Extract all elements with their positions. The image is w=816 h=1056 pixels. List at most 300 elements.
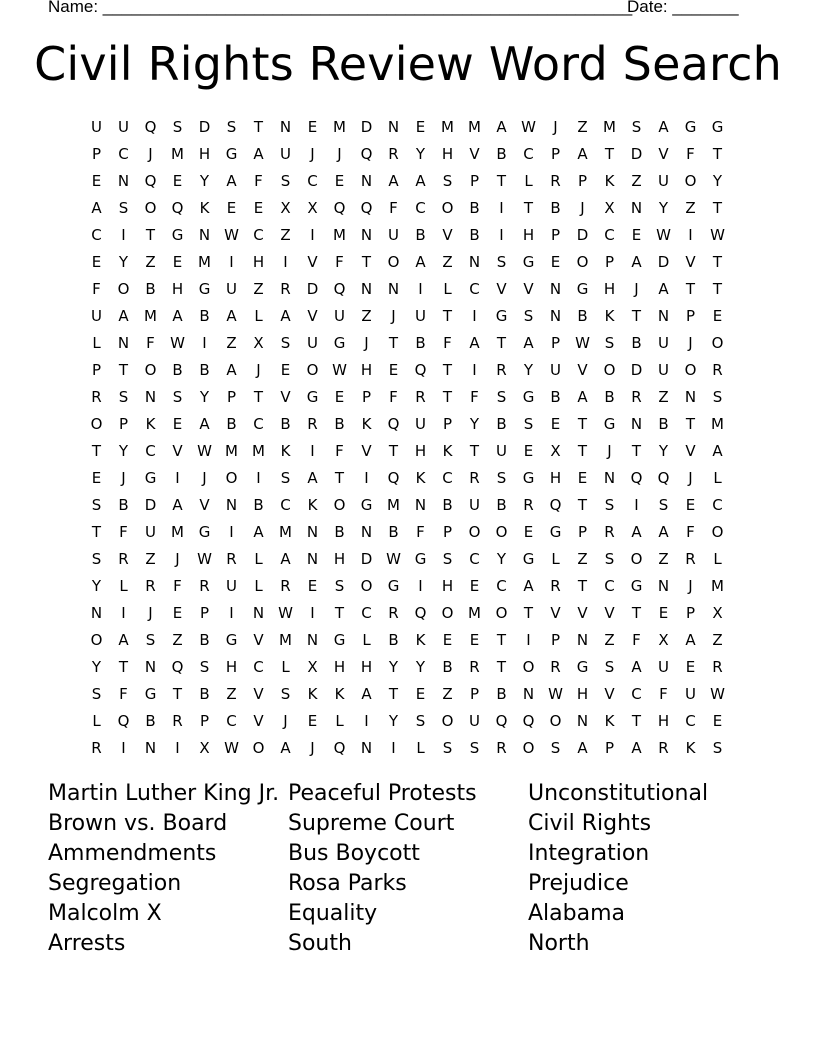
grid-letter: O <box>684 172 697 190</box>
word-list-item: Alabama <box>528 901 626 926</box>
grid-letter: B <box>199 361 210 379</box>
grid-letter: V <box>280 388 291 406</box>
grid-letter: K <box>415 469 426 487</box>
grid-letter: P <box>199 712 210 730</box>
grid-letter: A <box>631 253 642 271</box>
grid-letter: N <box>657 577 670 595</box>
grid-letter: G <box>387 577 400 595</box>
grid-letter: M <box>279 631 292 649</box>
grid-letter: N <box>360 280 373 298</box>
grid-letter: C <box>685 712 696 730</box>
grid-letter: Z <box>604 631 615 649</box>
grid-letter: E <box>685 658 696 676</box>
grid-letter: L <box>335 712 344 730</box>
grid-letter: U <box>226 577 237 595</box>
grid-letter: E <box>91 253 102 271</box>
grid-letter: R <box>550 658 561 676</box>
grid-row <box>83 654 731 681</box>
grid-letter: E <box>334 172 345 190</box>
word-list <box>48 779 768 959</box>
grid-letter: I <box>526 631 531 649</box>
grid-letter: L <box>119 577 128 595</box>
grid-letter: Y <box>712 172 723 190</box>
grid-letter: P <box>469 685 480 703</box>
grid-letter: G <box>225 145 238 163</box>
grid-letter: N <box>630 415 643 433</box>
grid-letter: L <box>92 712 101 730</box>
grid-letter: J <box>337 145 342 163</box>
grid-letter: K <box>415 631 426 649</box>
grid-letter: U <box>550 361 561 379</box>
grid-letter: Q <box>522 712 535 730</box>
grid-letter: P <box>550 334 561 352</box>
grid-letter: T <box>442 388 453 406</box>
grid-letter: O <box>711 523 724 541</box>
grid-letter: T <box>334 469 345 487</box>
grid-letter: B <box>469 226 480 244</box>
grid-letter: N <box>549 307 562 325</box>
grid-row <box>83 708 731 735</box>
grid-letter: U <box>469 712 480 730</box>
grid-letter: L <box>362 631 371 649</box>
grid-letter: W <box>278 604 293 622</box>
grid-row <box>83 114 731 141</box>
grid-letter: S <box>496 388 507 406</box>
grid-letter: V <box>469 145 480 163</box>
word-list-item: Ammendments <box>48 841 217 866</box>
grid-letter: B <box>145 712 156 730</box>
grid-letter: R <box>712 361 723 379</box>
grid-letter: X <box>307 199 318 217</box>
grid-letter: G <box>306 388 319 406</box>
grid-letter: E <box>658 604 669 622</box>
grid-letter: U <box>415 415 426 433</box>
grid-letter: Q <box>144 172 157 190</box>
grid-letter: W <box>224 226 239 244</box>
grid-letter: I <box>121 226 126 244</box>
grid-letter: U <box>658 658 669 676</box>
grid-letter: V <box>442 226 453 244</box>
grid-letter: E <box>226 199 237 217</box>
grid-letter: N <box>360 739 373 757</box>
grid-letter: T <box>442 361 453 379</box>
grid-letter: C <box>226 712 237 730</box>
grid-letter: O <box>252 739 265 757</box>
grid-letter: L <box>443 280 452 298</box>
grid-letter: H <box>603 280 616 298</box>
grid-letter: C <box>91 226 102 244</box>
grid-letter: P <box>550 145 561 163</box>
grid-letter: R <box>523 496 534 514</box>
grid-letter: N <box>360 523 373 541</box>
grid-letter: Z <box>145 550 156 568</box>
grid-letter: J <box>121 469 126 487</box>
word-list-item: Unconstitutional <box>528 781 709 806</box>
grid-letter: I <box>229 523 234 541</box>
grid-letter: V <box>523 280 534 298</box>
grid-letter: E <box>469 577 480 595</box>
grid-letter: X <box>280 199 291 217</box>
grid-letter: K <box>604 172 615 190</box>
grid-letter: P <box>685 604 696 622</box>
grid-letter: R <box>550 172 561 190</box>
grid-letter: J <box>202 469 207 487</box>
grid-letter: C <box>469 550 480 568</box>
grid-letter: A <box>172 307 183 325</box>
grid-letter: S <box>415 712 426 730</box>
grid-letter: X <box>604 199 615 217</box>
grid-letter: H <box>225 658 238 676</box>
grid-letter: I <box>121 604 126 622</box>
grid-letter: P <box>226 388 237 406</box>
grid-letter: Q <box>414 604 427 622</box>
word-list-item: Civil Rights <box>528 811 652 836</box>
grid-letter: Z <box>658 388 669 406</box>
grid-letter: E <box>91 469 102 487</box>
word-list-item: Arrests <box>48 931 126 956</box>
grid-letter: B <box>334 523 345 541</box>
grid-letter: J <box>688 334 693 352</box>
grid-letter: U <box>658 172 669 190</box>
grid-letter: G <box>522 469 535 487</box>
grid-letter: H <box>441 145 454 163</box>
grid-letter: T <box>442 307 453 325</box>
grid-letter: A <box>415 172 426 190</box>
grid-letter: R <box>469 658 480 676</box>
grid-letter: B <box>496 496 507 514</box>
grid-letter: P <box>118 415 129 433</box>
grid-letter: O <box>549 712 562 730</box>
grid-row <box>83 546 731 573</box>
grid-letter: G <box>225 631 238 649</box>
grid-letter: Z <box>226 685 237 703</box>
grid-letter: P <box>91 361 102 379</box>
grid-letter: O <box>117 280 130 298</box>
grid-letter: C <box>604 226 615 244</box>
grid-letter: E <box>523 523 534 541</box>
grid-letter: L <box>713 550 722 568</box>
grid-letter: V <box>307 253 318 271</box>
grid-letter: Q <box>117 712 130 730</box>
grid-letter: G <box>495 307 508 325</box>
grid-letter: M <box>144 307 157 325</box>
grid-letter: A <box>388 172 399 190</box>
grid-letter: S <box>280 685 291 703</box>
grid-row <box>83 303 731 330</box>
grid-letter: U <box>658 361 669 379</box>
grid-letter: O <box>522 658 535 676</box>
grid-letter: E <box>172 604 183 622</box>
grid-letter: N <box>414 496 427 514</box>
grid-letter: S <box>91 496 102 514</box>
grid-letter: J <box>688 577 693 595</box>
grid-letter: T <box>631 712 642 730</box>
grid-letter: Q <box>387 469 400 487</box>
grid-letter: H <box>657 712 670 730</box>
grid-letter: S <box>172 388 183 406</box>
grid-letter: P <box>577 172 588 190</box>
grid-letter: R <box>712 658 723 676</box>
grid-letter: F <box>389 388 398 406</box>
grid-letter: T <box>91 523 102 541</box>
grid-letter: M <box>252 442 265 460</box>
grid-letter: H <box>198 145 211 163</box>
grid-letter: J <box>148 145 153 163</box>
grid-letter: D <box>630 361 643 379</box>
grid-letter: W <box>197 442 212 460</box>
grid-letter: F <box>119 523 128 541</box>
grid-letter: U <box>91 118 102 136</box>
grid-letter: I <box>688 226 693 244</box>
grid-letter: N <box>306 523 319 541</box>
grid-letter: S <box>712 388 723 406</box>
grid-letter: K <box>199 199 210 217</box>
grid-letter: C <box>253 226 264 244</box>
grid-letter: Z <box>442 685 453 703</box>
grid-letter: F <box>173 577 182 595</box>
grid-letter: A <box>685 631 696 649</box>
grid-letter: I <box>634 496 639 514</box>
grid-letter: Q <box>549 496 562 514</box>
grid-letter: J <box>391 307 396 325</box>
grid-letter: Z <box>685 199 696 217</box>
grid-letter: J <box>256 361 261 379</box>
grid-letter: T <box>631 604 642 622</box>
grid-letter: S <box>226 118 237 136</box>
grid-letter: Q <box>414 361 427 379</box>
grid-letter: I <box>364 712 369 730</box>
grid-letter: B <box>442 496 453 514</box>
grid-letter: R <box>280 280 291 298</box>
grid-letter: N <box>117 334 130 352</box>
grid-letter: F <box>92 280 101 298</box>
grid-letter: G <box>630 577 643 595</box>
grid-letter: A <box>280 739 291 757</box>
grid-letter: F <box>335 442 344 460</box>
grid-letter: E <box>307 577 318 595</box>
grid-letter: T <box>604 145 615 163</box>
grid-letter: I <box>256 469 261 487</box>
grid-letter: M <box>711 415 724 433</box>
grid-letter: K <box>604 712 615 730</box>
grid-letter: N <box>387 118 400 136</box>
grid-letter: D <box>630 145 643 163</box>
grid-letter: O <box>144 199 157 217</box>
grid-letter: G <box>576 658 589 676</box>
header <box>48 0 748 17</box>
grid-letter: A <box>280 550 291 568</box>
grid-letter: C <box>712 496 723 514</box>
grid-letter: S <box>199 658 210 676</box>
grid-letter: Y <box>388 712 399 730</box>
grid-letter: R <box>172 712 183 730</box>
grid-letter: U <box>334 307 345 325</box>
grid-letter: C <box>469 280 480 298</box>
grid-letter: A <box>280 307 291 325</box>
word-list-item: Bus Boycott <box>288 841 420 866</box>
grid-letter: N <box>90 604 103 622</box>
grid-letter: I <box>472 361 477 379</box>
grid-letter: Q <box>171 199 184 217</box>
grid-letter: Q <box>360 145 373 163</box>
grid-letter: E <box>469 631 480 649</box>
grid-letter: Y <box>199 388 210 406</box>
grid-letter: B <box>415 226 426 244</box>
grid-letter: H <box>333 658 346 676</box>
grid-letter: C <box>280 496 291 514</box>
grid-letter: P <box>550 226 561 244</box>
grid-letter: B <box>199 307 210 325</box>
grid-letter: V <box>685 253 696 271</box>
grid-letter: B <box>496 685 507 703</box>
grid-letter: A <box>658 523 669 541</box>
grid-letter: I <box>499 199 504 217</box>
grid-letter: I <box>121 739 126 757</box>
grid-letter: Q <box>360 199 373 217</box>
grid-letter: B <box>388 631 399 649</box>
grid-letter: P <box>442 415 453 433</box>
grid-letter: S <box>334 577 345 595</box>
grid-letter: U <box>145 523 156 541</box>
grid-letter: X <box>658 631 669 649</box>
grid-letter: N <box>603 469 616 487</box>
grid-letter: B <box>253 496 264 514</box>
grid-letter: B <box>604 388 615 406</box>
grid-letter: V <box>496 280 507 298</box>
word-list-item: Peaceful Protests <box>288 781 477 806</box>
grid-letter: W <box>710 685 725 703</box>
grid-letter: A <box>226 361 237 379</box>
grid-letter: H <box>414 442 427 460</box>
grid-letter: Y <box>199 172 210 190</box>
word-list-item: North <box>528 931 590 956</box>
grid-letter: V <box>172 442 183 460</box>
grid-letter: T <box>712 145 723 163</box>
grid-letter: W <box>521 118 536 136</box>
grid-letter: T <box>118 658 129 676</box>
grid-letter: O <box>333 496 346 514</box>
grid-letter: N <box>144 658 157 676</box>
grid-letter: S <box>469 739 480 757</box>
grid-letter: V <box>199 496 210 514</box>
grid-letter: H <box>252 253 265 271</box>
grid-letter: Q <box>333 739 346 757</box>
grid-letter: P <box>604 253 615 271</box>
grid-letter: E <box>712 307 723 325</box>
grid-letter: E <box>307 118 318 136</box>
grid-letter: U <box>91 307 102 325</box>
grid-letter: Q <box>630 469 643 487</box>
grid-letter: O <box>306 361 319 379</box>
grid-letter: M <box>198 253 211 271</box>
grid-letter: O <box>576 253 589 271</box>
grid-letter: P <box>442 523 453 541</box>
grid-letter: E <box>442 631 453 649</box>
grid-letter: S <box>523 307 534 325</box>
grid-letter: Y <box>91 658 102 676</box>
grid-letter: F <box>335 253 344 271</box>
grid-letter: A <box>631 658 642 676</box>
grid-letter: T <box>577 415 588 433</box>
grid-letter: S <box>496 253 507 271</box>
grid-letter: G <box>144 469 157 487</box>
grid-letter: S <box>604 550 615 568</box>
grid-letter: G <box>549 523 562 541</box>
grid-letter: E <box>685 496 696 514</box>
grid-letter: Y <box>118 442 129 460</box>
grid-letter: F <box>443 334 452 352</box>
grid-letter: S <box>442 172 453 190</box>
grid-letter: I <box>202 334 207 352</box>
grid-letter: W <box>656 226 671 244</box>
grid-letter: E <box>172 415 183 433</box>
grid-letter: N <box>549 280 562 298</box>
grid-letter: B <box>199 631 210 649</box>
grid-letter: B <box>550 388 561 406</box>
grid-row <box>83 573 731 600</box>
grid-letter: V <box>253 685 264 703</box>
grid-letter: O <box>711 334 724 352</box>
grid-letter: U <box>658 334 669 352</box>
grid-letter: V <box>253 631 264 649</box>
grid-letter: R <box>469 469 480 487</box>
grid-letter: F <box>254 172 263 190</box>
grid-letter: L <box>254 307 263 325</box>
word-list-item: Malcolm X <box>48 901 162 926</box>
grid-letter: V <box>604 685 615 703</box>
grid-letter: M <box>279 523 292 541</box>
grid-letter: T <box>712 280 723 298</box>
grid-letter: X <box>253 334 264 352</box>
grid-letter: Z <box>226 334 237 352</box>
grid-row <box>83 465 731 492</box>
grid-letter: S <box>604 658 615 676</box>
grid-letter: V <box>307 307 318 325</box>
word-list-item: Supreme Court <box>288 811 455 836</box>
grid-letter: C <box>415 199 426 217</box>
grid-letter: A <box>91 199 102 217</box>
grid-letter: O <box>495 604 508 622</box>
grid-letter: U <box>226 280 237 298</box>
grid-letter: P <box>91 145 102 163</box>
grid-letter: Z <box>253 280 264 298</box>
grid-letter: W <box>170 334 185 352</box>
grid-letter: E <box>712 712 723 730</box>
grid-letter: T <box>388 442 399 460</box>
grid-letter: E <box>523 442 534 460</box>
grid-letter: C <box>253 658 264 676</box>
grid-letter: S <box>523 415 534 433</box>
grid-letter: T <box>496 631 507 649</box>
grid-letter: T <box>253 118 264 136</box>
grid-letter: S <box>442 739 453 757</box>
grid-letter: X <box>307 658 318 676</box>
grid-letter: K <box>604 307 615 325</box>
grid-letter: M <box>441 118 454 136</box>
grid-row <box>83 249 731 276</box>
grid-letter: K <box>442 442 453 460</box>
grid-letter: T <box>523 604 534 622</box>
grid-letter: S <box>280 334 291 352</box>
grid-letter: A <box>577 145 588 163</box>
grid-letter: O <box>387 253 400 271</box>
grid-letter: F <box>119 685 128 703</box>
grid-letter: W <box>332 361 347 379</box>
grid-letter: Z <box>280 226 291 244</box>
grid-letter: V <box>577 604 588 622</box>
grid-letter: F <box>389 199 398 217</box>
grid-letter: B <box>388 523 399 541</box>
